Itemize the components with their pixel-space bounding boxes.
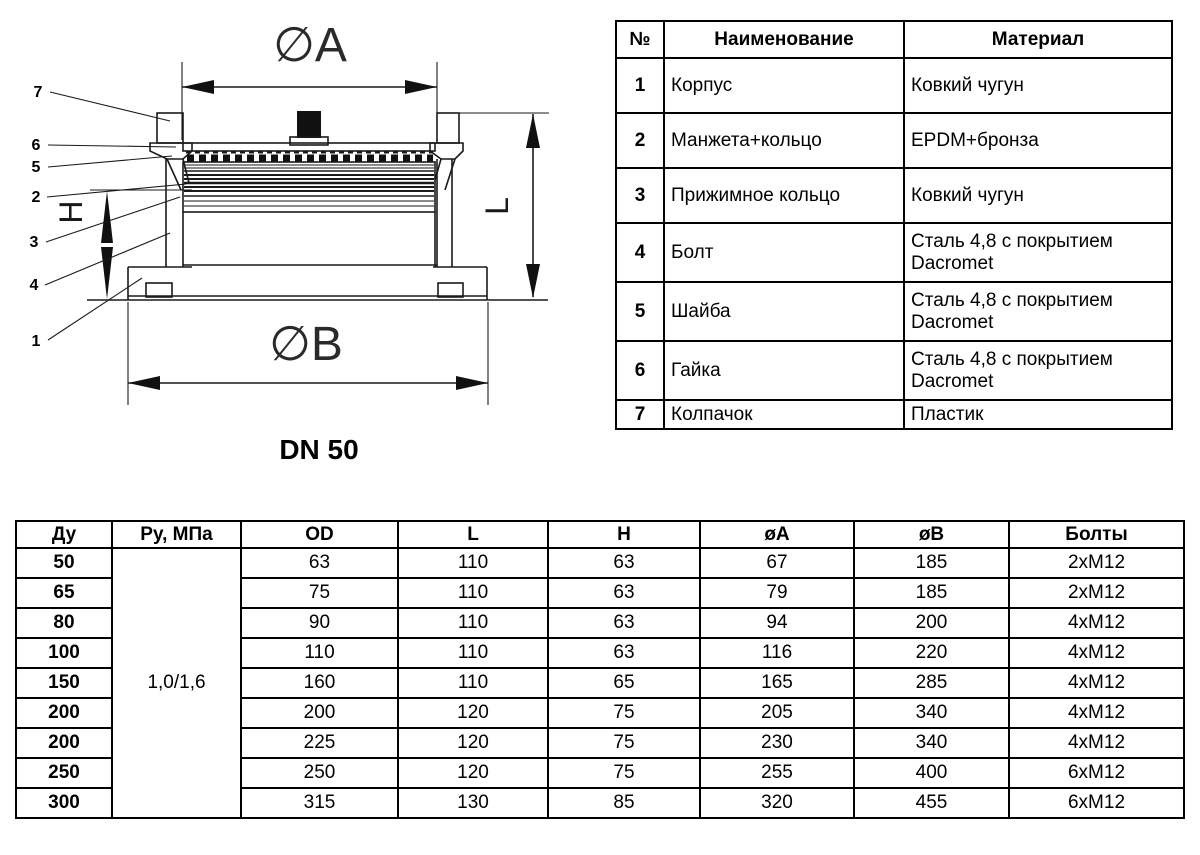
bolts-cell: 4xM12 bbox=[1009, 638, 1184, 668]
dia-b-cell: 340 bbox=[854, 698, 1009, 728]
dia-b-cell: 455 bbox=[854, 788, 1009, 818]
dim-label-l: L bbox=[479, 197, 515, 215]
od-cell: 250 bbox=[241, 758, 398, 788]
pressure-cell: 1,0/1,6 bbox=[112, 548, 241, 818]
dia-b-cell: 285 bbox=[854, 668, 1009, 698]
callout-label: 2 bbox=[31, 189, 41, 206]
dia-b-cell: 200 bbox=[854, 608, 1009, 638]
bolts-cell: 4xM12 bbox=[1009, 728, 1184, 758]
top-plate bbox=[183, 143, 435, 151]
od-cell: 200 bbox=[241, 698, 398, 728]
header-cell: L bbox=[398, 521, 548, 548]
part-material: Ковкий чугун bbox=[904, 168, 1172, 223]
dia-a-cell: 205 bbox=[700, 698, 854, 728]
arrowhead bbox=[101, 247, 113, 299]
arrowhead bbox=[128, 376, 160, 390]
header-cell: Ду bbox=[16, 521, 112, 548]
arrowhead bbox=[526, 264, 540, 298]
part-number: 5 bbox=[616, 282, 664, 341]
table-row bbox=[16, 548, 1184, 578]
callout-label: 3 bbox=[29, 234, 39, 251]
part-number: 1 bbox=[616, 58, 664, 113]
table-row bbox=[616, 113, 1172, 168]
dia-a-cell: 79 bbox=[700, 578, 854, 608]
bolts-cell: 2xM12 bbox=[1009, 548, 1184, 578]
dia-a-cell: 94 bbox=[700, 608, 854, 638]
arrowhead bbox=[405, 80, 437, 94]
bolts-cell: 6xM12 bbox=[1009, 788, 1184, 818]
table-row bbox=[616, 400, 1172, 429]
part-number: 6 bbox=[616, 341, 664, 400]
l-cell: 120 bbox=[398, 758, 548, 788]
parts-header-row bbox=[616, 21, 1172, 58]
header-cell: Материал bbox=[904, 21, 1172, 58]
od-cell: 225 bbox=[241, 728, 398, 758]
part-number: 4 bbox=[616, 223, 664, 282]
header-cell: Ру, МПа bbox=[112, 521, 241, 548]
dim-label-h: H bbox=[53, 200, 89, 224]
od-cell: 315 bbox=[241, 788, 398, 818]
l-cell: 110 bbox=[398, 668, 548, 698]
dia-a-cell: 255 bbox=[700, 758, 854, 788]
part-material: Сталь 4,8 с покрытием Dacromet bbox=[904, 223, 1172, 282]
header-cell: øA bbox=[700, 521, 854, 548]
dia-a-cell: 165 bbox=[700, 668, 854, 698]
l-cell: 120 bbox=[398, 728, 548, 758]
bolts-cell: 2xM12 bbox=[1009, 578, 1184, 608]
dia-b-cell: 400 bbox=[854, 758, 1009, 788]
dims-header-row bbox=[16, 521, 1184, 548]
dn-cell: 200 bbox=[16, 698, 112, 728]
rim-left bbox=[157, 113, 183, 143]
od-cell: 63 bbox=[241, 548, 398, 578]
bolts-cell: 4xM12 bbox=[1009, 698, 1184, 728]
bolt-slot-left bbox=[146, 283, 172, 297]
dia-b-cell: 340 bbox=[854, 728, 1009, 758]
table-row bbox=[616, 58, 1172, 113]
od-cell: 90 bbox=[241, 608, 398, 638]
dia-b-cell: 185 bbox=[854, 578, 1009, 608]
part-material: Ковкий чугун bbox=[904, 58, 1172, 113]
callout-label: 4 bbox=[29, 277, 39, 294]
part-name: Гайка bbox=[664, 341, 904, 400]
dn-cell: 50 bbox=[16, 548, 112, 578]
h-cell: 85 bbox=[548, 788, 700, 818]
header-cell: Болты bbox=[1009, 521, 1184, 548]
rim-right bbox=[437, 113, 459, 143]
part-name: Шайба bbox=[664, 282, 904, 341]
od-cell: 160 bbox=[241, 668, 398, 698]
dn-cell: 80 bbox=[16, 608, 112, 638]
arrowhead bbox=[182, 80, 214, 94]
h-cell: 63 bbox=[548, 638, 700, 668]
h-cell: 75 bbox=[548, 758, 700, 788]
dim-label-b: ∅B bbox=[269, 318, 343, 371]
table-row bbox=[616, 282, 1172, 341]
dn-cell: 150 bbox=[16, 668, 112, 698]
dia-a-cell: 116 bbox=[700, 638, 854, 668]
dn-cell: 250 bbox=[16, 758, 112, 788]
dn-cell: 300 bbox=[16, 788, 112, 818]
part-material: Сталь 4,8 с покрытием Dacromet bbox=[904, 282, 1172, 341]
dia-a-cell: 320 bbox=[700, 788, 854, 818]
table-row bbox=[616, 168, 1172, 223]
dia-a-cell: 230 bbox=[700, 728, 854, 758]
bolt-head bbox=[297, 111, 321, 138]
callout-label: 1 bbox=[31, 333, 41, 350]
part-name: Болт bbox=[664, 223, 904, 282]
part-name: Колпачок bbox=[664, 400, 904, 429]
callout-label: 6 bbox=[31, 137, 41, 154]
h-cell: 63 bbox=[548, 578, 700, 608]
header-cell: № bbox=[616, 21, 664, 58]
dn-cell: 65 bbox=[16, 578, 112, 608]
callout-label: 7 bbox=[33, 84, 43, 101]
header-cell: øB bbox=[854, 521, 1009, 548]
header-cell: OD bbox=[241, 521, 398, 548]
part-name: Прижимное кольцо bbox=[664, 168, 904, 223]
arrowhead bbox=[456, 376, 488, 390]
part-material: Пластик bbox=[904, 400, 1172, 429]
dia-b-cell: 220 bbox=[854, 638, 1009, 668]
sleeve-hatch bbox=[184, 165, 434, 206]
h-cell: 63 bbox=[548, 548, 700, 578]
od-cell: 110 bbox=[241, 638, 398, 668]
part-material: Сталь 4,8 с покрытием Dacromet bbox=[904, 341, 1172, 400]
clamp-edge bbox=[435, 159, 441, 180]
clamp-edge bbox=[445, 159, 455, 190]
callout-label: 5 bbox=[31, 159, 41, 176]
dimensions-table bbox=[15, 520, 1185, 819]
part-material: EPDM+бронза bbox=[904, 113, 1172, 168]
part-number: 7 bbox=[616, 400, 664, 429]
h-cell: 63 bbox=[548, 608, 700, 638]
h-cell: 75 bbox=[548, 728, 700, 758]
dn-cell: 200 bbox=[16, 728, 112, 758]
h-cell: 75 bbox=[548, 698, 700, 728]
dia-b-cell: 185 bbox=[854, 548, 1009, 578]
parts-table bbox=[615, 20, 1173, 430]
part-name: Корпус bbox=[664, 58, 904, 113]
od-cell: 75 bbox=[241, 578, 398, 608]
l-cell: 110 bbox=[398, 548, 548, 578]
l-cell: 110 bbox=[398, 578, 548, 608]
technical-drawing bbox=[0, 0, 600, 480]
header-cell: H bbox=[548, 521, 700, 548]
drawing-caption: DN 50 bbox=[279, 434, 359, 465]
part-number: 3 bbox=[616, 168, 664, 223]
bolt-seat bbox=[290, 137, 328, 145]
part-name: Манжета+кольцо bbox=[664, 113, 904, 168]
l-cell: 110 bbox=[398, 608, 548, 638]
table-row bbox=[616, 341, 1172, 400]
bolts-cell: 6xM12 bbox=[1009, 758, 1184, 788]
bolt-slot-right bbox=[438, 283, 463, 297]
l-cell: 110 bbox=[398, 638, 548, 668]
table-row bbox=[616, 223, 1172, 282]
arrowhead bbox=[526, 114, 540, 148]
h-cell: 65 bbox=[548, 668, 700, 698]
header-cell: Наименование bbox=[664, 21, 904, 58]
bolts-cell: 4xM12 bbox=[1009, 608, 1184, 638]
part-number: 2 bbox=[616, 113, 664, 168]
dia-a-cell: 67 bbox=[700, 548, 854, 578]
bolts-cell: 4xM12 bbox=[1009, 668, 1184, 698]
arrowhead bbox=[101, 191, 113, 243]
l-cell: 130 bbox=[398, 788, 548, 818]
l-cell: 120 bbox=[398, 698, 548, 728]
dim-label-a: ∅A bbox=[273, 19, 347, 72]
dn-cell: 100 bbox=[16, 638, 112, 668]
